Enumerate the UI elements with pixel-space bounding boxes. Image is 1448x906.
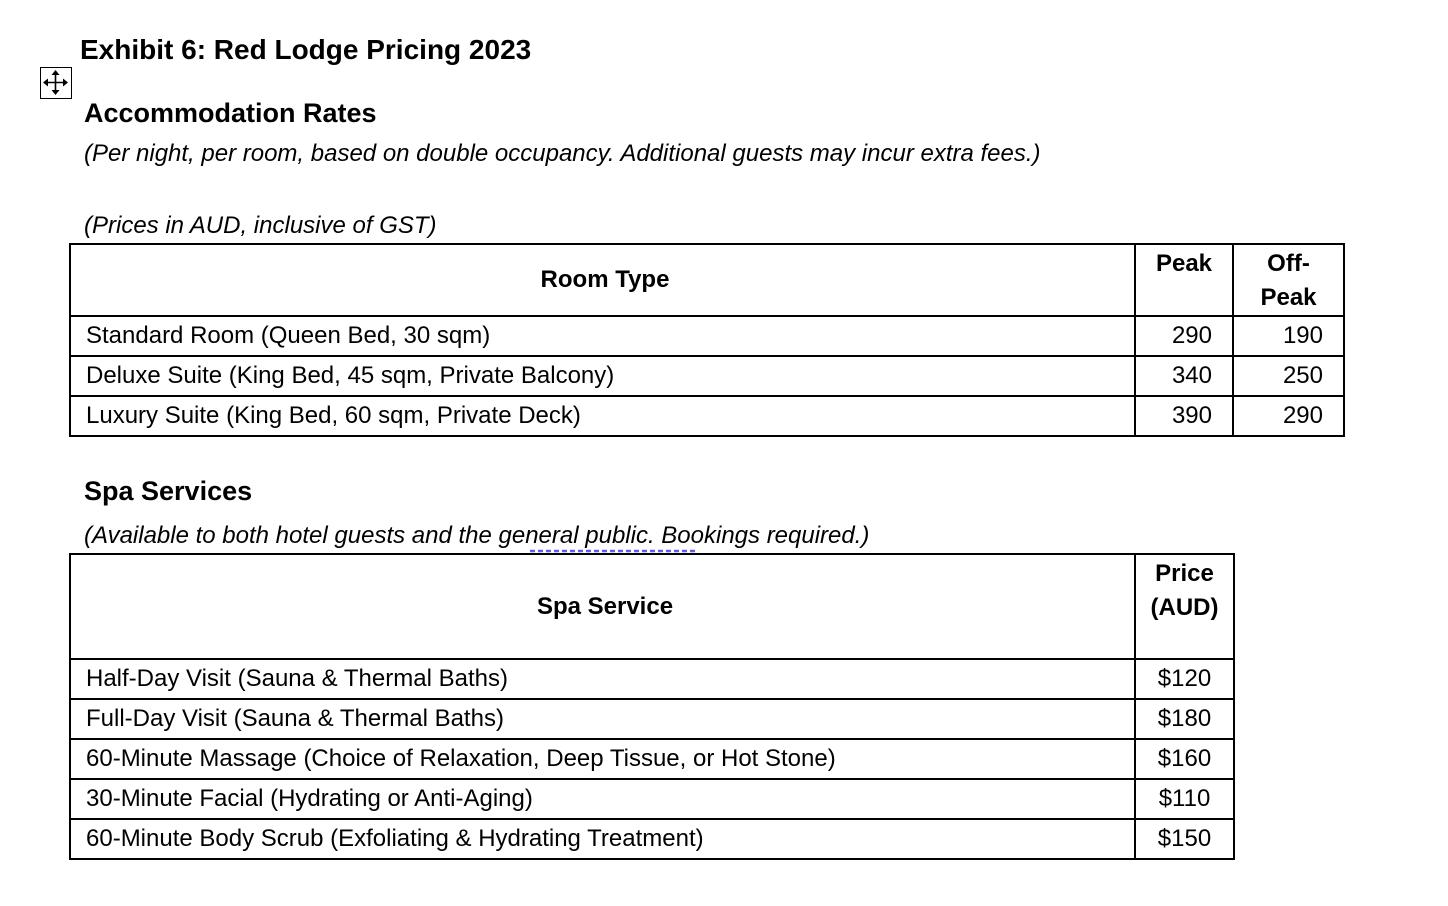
spa-price-cell: $110: [1135, 779, 1234, 819]
table-row: [70, 819, 1234, 859]
spa-service-cell: 60-Minute Body Scrub (Exfoliating & Hydrating Treatment): [70, 819, 1135, 859]
accommodation-heading: Accommodation Rates: [84, 98, 377, 128]
spa-service-cell: 60-Minute Massage (Choice of Relaxation, Deep Tissue, or Hot Stone): [70, 739, 1135, 779]
table-row: [70, 699, 1234, 739]
off-peak-header: Off-Peak: [1233, 244, 1344, 316]
peak-rate-cell: 390: [1135, 396, 1233, 436]
spa-service-cell: Full-Day Visit (Sauna & Thermal Baths): [70, 699, 1135, 739]
spa-price-cell: $160: [1135, 739, 1234, 779]
spa-heading: Spa Services: [84, 476, 253, 506]
price-header: Price (AUD): [1135, 554, 1234, 659]
table-move-handle-icon[interactable]: [40, 67, 72, 99]
off-peak-rate-cell: 250: [1233, 356, 1344, 396]
table-row: [70, 316, 1344, 356]
spa-price-cell: $150: [1135, 819, 1234, 859]
spa-service-cell: Half-Day Visit (Sauna & Thermal Baths): [70, 659, 1135, 699]
accommodation-header-row: [70, 244, 1344, 316]
peak-header: Peak: [1135, 244, 1233, 316]
spa-availability-note: (Available to both hotel guests and the general public. Bookings required.): [84, 522, 870, 549]
spa-services-table: [69, 553, 1235, 860]
accommodation-currency-note: (Prices in AUD, inclusive of GST): [84, 212, 437, 239]
table-row: [70, 396, 1344, 436]
room-type-cell: Deluxe Suite (King Bed, 45 sqm, Private Balcony): [70, 356, 1135, 396]
spa-header-row: [70, 554, 1234, 659]
off-peak-rate-cell: 290: [1233, 396, 1344, 436]
peak-rate-cell: 290: [1135, 316, 1233, 356]
off-peak-rate-cell: 190: [1233, 316, 1344, 356]
exhibit-title: Exhibit 6: Red Lodge Pricing 2023: [80, 34, 532, 65]
spa-service-cell: 30-Minute Facial (Hydrating or Anti-Aging): [70, 779, 1135, 819]
room-type-cell: Standard Room (Queen Bed, 30 sqm): [70, 316, 1135, 356]
table-row: [70, 739, 1234, 779]
table-row: [70, 659, 1234, 699]
accommodation-rates-table: [69, 243, 1345, 437]
table-row: [70, 356, 1344, 396]
spa-price-cell: $120: [1135, 659, 1234, 699]
table-row: [70, 779, 1234, 819]
peak-rate-cell: 340: [1135, 356, 1233, 396]
room-type-cell: Luxury Suite (King Bed, 60 sqm, Private Deck): [70, 396, 1135, 436]
spa-price-cell: $180: [1135, 699, 1234, 739]
room-type-header: Room Type: [70, 244, 1135, 316]
spa-service-header: Spa Service: [70, 554, 1135, 659]
accommodation-occupancy-note: (Per night, per room, based on double occupancy. Additional guests may incur extra fees.): [84, 140, 1041, 167]
